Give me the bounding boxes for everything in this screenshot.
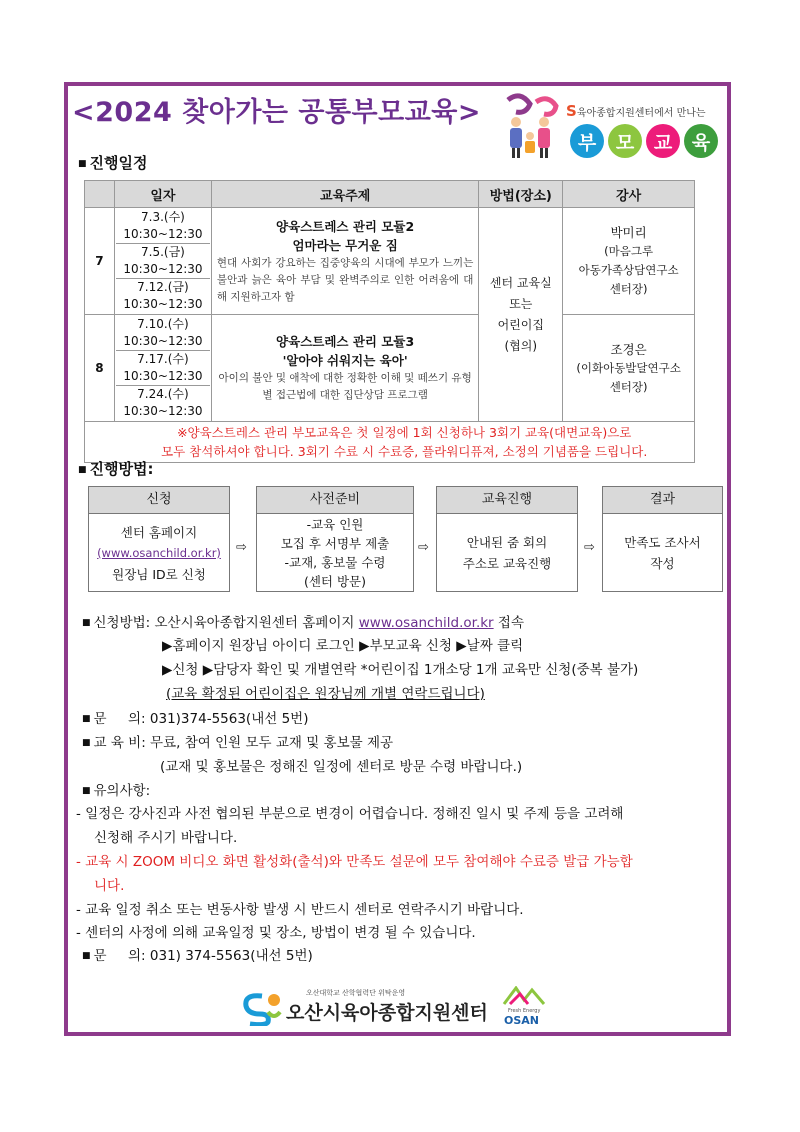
note-empty-cell xyxy=(85,422,115,463)
date-cell xyxy=(114,208,211,315)
brand-circle: 육 xyxy=(684,124,718,158)
caution-item: - 교육 일정 취소 또는 변동사항 발생 시 반드시 센터로 연락주시기 바랍니다. xyxy=(76,902,524,918)
brand-tagline: S육아종합지원센터에서 만나는 xyxy=(566,102,706,120)
table-row xyxy=(85,208,695,315)
arrow-icon: ⇨ xyxy=(418,540,429,555)
table-header: 방법(장소) xyxy=(479,181,563,208)
process-step-line: 작성 xyxy=(650,556,675,571)
brand-circle: 교 xyxy=(646,124,680,158)
note-row xyxy=(85,422,695,463)
table-header: 교육주제 xyxy=(211,181,478,208)
apply-step-line: ▶홈페이지 원장님 아이디 로그인 ▶부모교육 신청 ▶날짜 클릭 xyxy=(162,638,524,654)
date: 7.3.(수) xyxy=(141,210,185,224)
brand-circle: 모 xyxy=(608,124,642,158)
caution-item-important: 니다. xyxy=(94,878,125,894)
brand-circles xyxy=(570,124,718,158)
homepage-link[interactable]: www.osanchild.or.kr xyxy=(358,615,494,631)
caution-item: - 센터의 사정에 의해 교육일정 및 장소, 방법이 변경 될 수 있습니다. xyxy=(76,925,476,941)
process-step-line: 주소로 교육진행 xyxy=(462,556,552,571)
apply-method: ■ 신청방법: 오산시육아종합지원센터 홈페이지 www.osanchild.or.kr 접속 xyxy=(82,615,524,631)
center-logo-icon xyxy=(240,990,282,1026)
time: 10:30~12:30 xyxy=(123,334,203,348)
process-step xyxy=(602,486,723,592)
homepage-link[interactable]: (www.osanchild.or.kr) xyxy=(97,546,221,560)
process-step-head: 사전준비 xyxy=(257,487,413,514)
date-cell xyxy=(114,315,211,422)
process-step-line: 원장님 ID로 신청 xyxy=(112,567,206,582)
method-line: 또는 xyxy=(509,296,533,311)
time: 10:30~12:30 xyxy=(123,262,203,276)
process-step-body xyxy=(89,514,229,585)
process-step-line: 센터 홈페이지 xyxy=(120,525,198,540)
osan-city-logo-icon xyxy=(502,986,546,1006)
parent-education-logo xyxy=(500,92,725,162)
process-step-line: 만족도 조사서 xyxy=(624,535,701,550)
month-cell: 8 xyxy=(85,315,115,422)
date: 7.12.(금) xyxy=(116,278,210,296)
apply-confirm-note: (교육 확정된 어린이집은 원장님께 개별 연락드립니다) xyxy=(166,686,485,702)
topic-cell xyxy=(211,315,478,422)
instructor-info: 아동가족상담연구소 xyxy=(578,263,679,277)
schedule-table xyxy=(84,180,695,463)
time: 10:30~12:30 xyxy=(123,404,203,418)
caution-label: ■ 유의사항: xyxy=(82,783,151,799)
method-line: 어린이집 xyxy=(497,317,544,332)
date: 7.24.(수) xyxy=(116,385,210,403)
process-section-label: ■ 진행방법: xyxy=(78,460,154,478)
topic-title: 양육스트레스 관리 모듈3 xyxy=(276,334,415,349)
process-step-head: 교육진행 xyxy=(437,487,577,514)
topic-subtitle: '알아야 쉬워지는 육아' xyxy=(282,353,408,368)
note-line: 모두 참석하셔야 합니다. 3회기 수료 시 수료증, 플라워디퓨져, 소정의 기념품을 드립니다. xyxy=(161,444,648,459)
date: 7.10.(수) xyxy=(137,317,189,331)
method-line: (협의) xyxy=(504,338,538,353)
process-step xyxy=(436,486,578,592)
osan-wordmark: OSAN xyxy=(504,1014,539,1027)
center-logo-subtitle: 오산대학교 산학협력단 위탁운영 xyxy=(306,989,406,997)
date: 7.5.(금) xyxy=(116,243,210,261)
topic-subtitle: 엄마라는 무거운 짐 xyxy=(292,237,398,253)
instructor-name: 박미리 xyxy=(610,225,647,240)
topic-description: 현대 사회가 강요하는 집중양육의 시대에 부모가 느끼는 불안과 늙은 육아 부담 및 완벽주의로 인한 어려움에 대해 지원하고자 함 xyxy=(216,256,474,303)
table-header: 강사 xyxy=(563,181,695,208)
topic-description: 아이의 불안 및 애착에 대한 정확한 이해 및 떼쓰기 유형별 접근법에 대한 집단상담 프로그램 xyxy=(218,372,472,401)
table-row xyxy=(85,315,695,422)
osan-slogan: Fresh Energy xyxy=(508,1008,541,1014)
arrow-icon: ⇨ xyxy=(236,540,247,555)
center-logo xyxy=(240,986,560,1030)
process-step-line: 안내된 줌 회의 xyxy=(466,535,548,550)
fee-note: (교재 및 홍보물은 정해진 일정에 센터로 방문 수령 바랍니다.) xyxy=(160,759,523,775)
family-illustration-icon xyxy=(500,92,562,160)
table-header-row xyxy=(85,181,695,208)
caution-item: - 일정은 강사진과 사전 협의된 부분으로 변경이 어렵습니다. 정해진 일시 및 주제 등을 고려해 xyxy=(76,806,624,822)
process-step-line: -교재, 홍보물 수령 xyxy=(284,555,386,570)
time: 10:30~12:30 xyxy=(123,297,203,311)
center-name: 오산시육아종합지원센터 xyxy=(286,1002,488,1024)
apply-step-line: ▶신청 ▶담당자 확인 및 개별연락 *어린이집 1개소당 1개 교육만 신청(중복 불가) xyxy=(162,662,639,678)
month-cell: 7 xyxy=(85,208,115,315)
brand-circle: 부 xyxy=(570,124,604,158)
process-step-body xyxy=(603,514,722,574)
instructor-info: (마음그루 xyxy=(604,244,654,258)
topic-cell xyxy=(211,208,478,315)
instructor-name: 조경은 xyxy=(610,341,647,357)
arrow-icon: ⇨ xyxy=(584,540,595,555)
process-step-head: 신청 xyxy=(89,487,229,514)
table-header: 일자 xyxy=(114,181,211,208)
process-step-line: (센터 방문) xyxy=(303,574,367,589)
process-step-head: 결과 xyxy=(603,487,722,514)
instructor-cell xyxy=(563,315,695,422)
fee-line: ■ 교 육 비: 무료, 참여 인원 모두 교재 및 홍보물 제공 xyxy=(82,735,394,751)
instructor-info: (이화아동발달연구소 xyxy=(576,360,681,375)
time: 10:30~12:30 xyxy=(123,227,203,241)
instructor-info: 센터장) xyxy=(609,379,648,394)
process-step xyxy=(256,486,414,592)
schedule-section-label: ■ 진행일정 xyxy=(78,154,148,172)
time: 10:30~12:30 xyxy=(123,369,203,383)
method-line: 센터 교육실 xyxy=(489,275,552,290)
method-cell xyxy=(479,208,563,422)
note-cell xyxy=(114,422,694,463)
process-step-line: -교육 인원 xyxy=(306,517,364,532)
page-title: <2024 찾아가는 공통부모교육> xyxy=(72,97,482,128)
date: 7.17.(수) xyxy=(116,350,210,368)
table-header-empty xyxy=(85,181,115,208)
process-step-body xyxy=(257,514,413,591)
instructor-cell xyxy=(563,208,695,315)
process-step-body xyxy=(437,514,577,574)
process-step-line: 모집 후 서명부 제출 xyxy=(280,536,390,551)
caution-item-important: - 교육 시 ZOOM 비디오 화면 활성화(출석)와 만족도 설문에 모두 참여해야 수료증 발급 가능합 xyxy=(76,854,633,870)
instructor-info: 센터장) xyxy=(609,282,648,296)
contact-line: ■ 문 의: 031) 374-5563(내선 5번) xyxy=(82,948,313,964)
note-line: ※양육스트레스 관리 부모교육은 첫 일정에 1회 신청하나 3회기 교육(대면교육)으로 xyxy=(177,425,632,440)
topic-title: 양육스트레스 관리 모듈2 xyxy=(276,218,415,234)
contact-line: ■ 문 의: 031)374-5563(내선 5번) xyxy=(82,711,309,727)
process-step xyxy=(88,486,230,592)
caution-item: 신청해 주시기 바랍니다. xyxy=(94,830,238,846)
